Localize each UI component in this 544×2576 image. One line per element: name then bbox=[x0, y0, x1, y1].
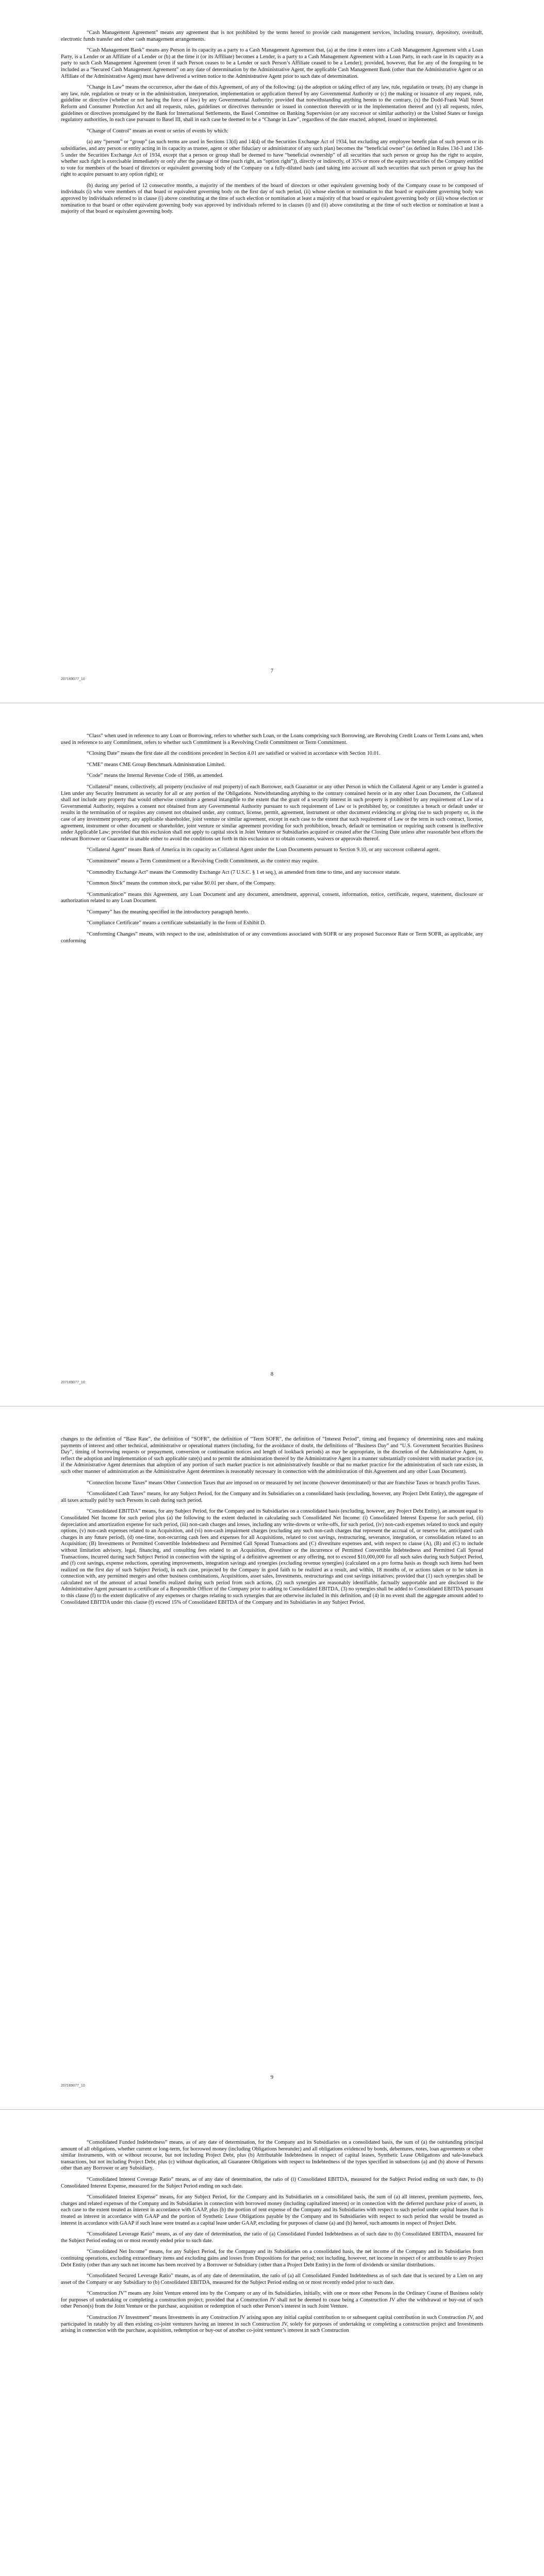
definition-paragraph: “Closing Date” means the first date all the conditions precedent in Section 4.01 are satisfied or waived in accordance with Section 10.01. bbox=[87, 751, 381, 757]
document-page bbox=[0, 703, 544, 1406]
definition-paragraph: “Construction JV Investment” means Investments in any Construction JV arising upon any initial capital contribution to or subsequent capital contribution in such Construction JV, and participated in ratably by all then existing co-joint venturers having an interest in such Construction JV, solely for purposes of undertaking or completing a construction project and Investments arising in connection with the purchase, acquisition, redemption or buy-out of another co-joint venturer’s interest in such Construction bbox=[61, 2315, 483, 2334]
definition-paragraph: “Compliance Certificate” means a certificate substantially in the form of Exhibit D. bbox=[87, 920, 266, 926]
definition-paragraph: “Construction JV” means any Joint Venture entered into by the Company or any of its Subsidiaries, initially, with one or more other Persons in the Ordinary Course of Business solely for purposes of undertaking or completing a construction project; provided that a Construction JV shall not be deemed to cease being a Construction JV after the withdrawal or buy-out of such other Person(s) from the Joint Venture or the purchase, acquisition or redemption of such other Person’s interest in such Joint Venture. bbox=[61, 2291, 483, 2310]
clause-paragraph: (a) any “person” or “group” (as such terms are used in Sections 13(d) and 14(d) of the Securities Exchange Act of 1934, but excluding any employee benefit plan of such person or its subsidiaries, and any person or entity acting in its capacity as trustee, agent or other fiduciary or administrator of any such plan) becomes the “beneficial owner” (as defined in Rules 13d-3 and 13d-5 under the Securities Exchange Act of 1934, except that a person or group shall be deemed to have “beneficial ownership” of all securities that such person or group has the right to acquire, whether such right is exercisable immediately or only after the passage of time (such right, an “option right”)), directly or indirectly, of 35% or more of the equity securities of the Company entitled to vote for members of the board of directors or equivalent governing body of the Company on a fully-diluted basis (and taking into account all such securities that such person or group has the right to acquire pursuant to any option right); or bbox=[61, 139, 483, 178]
document-id: 207169077_10 bbox=[61, 2084, 85, 2088]
definition-paragraph: “Conforming Changes” means, with respect to the use, administration of or any conventions associated with SOFR or any proposed Successor Rate or Term SOFR, as applicable, any conforming bbox=[61, 931, 483, 944]
clause-paragraph: (b) during any period of 12 consecutive months, a majority of the members of the board of directors or other equivalent governing body of the Company cease to be composed of individuals (i) who were members of that board or equivalent governing body on the first day of such period, (ii) whose election or nomination to that board or equivalent governing body was approved by individuals referred to in clause (i) above constituting at the time of such election or nomination at least a majority of that board or equivalent governing body or (iii) whose election or nomination to that board or other equivalent governing body was approved by individuals referred to in clauses (i) and (ii) above constituting at the time of such election or nomination at least a majority of that board or equivalent governing body. bbox=[61, 182, 483, 215]
definition-paragraph: “Cash Management Bank” means any Person in its capacity as a party to a Cash Management Agreement that, (a) at the time it enters into a Cash Management Agreement with a Loan Party, is a Lender or an Affiliate of a Lender or (b) at the time it (or its Affiliate) becomes a Lender, is a party to a Cash Management Agreement with a Loan Party, in each case in its capacity as a party to such Cash Management Agreement (even if such Person ceases to be a Lender or such Person’s Affiliate ceased to be a Lender); provided, however, that for any of the foregoing to be included as a “Secured Cash Management Agreement” on any date of determination by the Administrative Agent, the applicable Cash Management Bank (other than the Administrative Agent or an Affiliate of the Administrative Agent) must have delivered a written notice to the Administrative Agent prior to such date of determination. bbox=[61, 47, 483, 79]
definition-paragraph: “Company” has the meaning specified in the introductory paragraph hereto. bbox=[87, 909, 250, 915]
definition-paragraph: “Change of Control” means an event or series of events by which: bbox=[87, 128, 228, 134]
definition-paragraph: “Consolidated Funded Indebtedness” means, as of any date of determination, for the Company and its Subsidiaries on a consolidated basis, the sum of (a) the outstanding principal amount of all obligations, whether current or long-term, for borrowed money (including Obligations hereunder) and all obligations evidenced by bonds, debentures, notes, loan agreements or other similar instruments, with or without recourse, but not including Project Debt, plus (b) Attributable Indebtedness in respect of capital leases, Synthetic Lease Obligations and sale-leaseback transactions, but not including Project Debt, plus (c) without duplication, all Guarantee Obligations with respect to Indebtedness of the types specified in subsections (a) and (b) above of Persons other than any Borrower or any Subsidiary. bbox=[61, 2140, 483, 2172]
definition-paragraph: “Consolidated EBITDA” means, for any Subject Period, for the Company and its Subsidiaries on a consolidated basis (excluding, however, any Project Debt Entity), an amount equal to Consolidated Net Income for such period plus (a) the following to the extent deducted in calculating such Consolidated Net Income: (i) Consolidated Interest Expense for such period, (ii) depreciation and amortization expense for such period, (iii) non-cash charges and losses, including any write-downs or write-offs, for such period, (iv) non-cash expenses related to stock and equity options, (v) non-cash expenses related to an Acquisition, and (vi) non-cash impairment charges (excluding any such non-cash charges that represent the accrual of, or reserve for, anticipated cash charges in any future period), (d) one-time, non-recurring cash fees and expenses for all Acquisitions, related to cost savings, restructuring, severance, integration, or consolidation related to an Acquisition; (B) Investments or Permitted Convertible Indebtedness and Permitted Call Spread Transactions and (C) divestiture expenses and, with respect to clause (A), (B) and (C) to include without limitation advisory, legal, financing, and consulting fees related to an Acquisition, divestiture or the incurrence of Permitted Convertible Indebtedness and Permitted Call Spread Transactions, incurred during such Subject Period in connection with the signing of a definitive agreement or any offering, not to exceed $10,000,000 for all such sales during such Subject Period, and (f) cost savings, expense reductions, operating improvements, integration savings and synergies (excluding revenue synergies) (calculated on a pro forma basis as though such items had been realized on the first day of such Subject Period), in each case, projected by the Company in good faith to be realized as a result, and within, 18 months of, or actions taken or to be taken in connection with, any permitted mergers and other business combinations, Acquisitions, asset sales, Investments, restructurings and cost savings initiatives; provided that (1) such synergies shall be calculated net of the amount of actual benefits realized during such period from such actions, (2) such synergies are reasonably identifiable, factually supportable and are disclosed to the Administrative Agent pursuant to a certificate of a Responsible Officer of the Company prior to adding to Consolidated EBITDA, (3) no synergies shall be added to Consolidated EBITDA pursuant to this clause (f) to the extent duplicative of any expenses or charges relating to such synergies that are otherwise included in this definition, and (4) in no event shall the aggregate amount added to Consolidated EBITDA under this clause (f) exceed 15% of Consolidated EBITDA of the Company and its Subsidiaries in any Subject Period. bbox=[61, 1509, 483, 1605]
page-number: 7 bbox=[270, 668, 274, 674]
definition-paragraph: “Commitment” means a Term Commitment or a Revolving Credit Commitment, as the context may require. bbox=[87, 858, 319, 864]
definition-paragraph: “Communication” means this Agreement, any Loan Document and any document, amendment, approval, consent, information, notice, certificate, request, statement, disclosure or authorization related to any Loan Document. bbox=[61, 891, 483, 904]
definition-paragraph: “Collateral” means, collectively, all property (exclusive of real property) of each Borrower, each Guarantor or any other Person in which the Collateral Agent or any Lender is granted a Lien under any Security Instrument as security for all or any portion of the Obligations. Notwithstanding anything to the contrary contained herein or in any other Loan Document, the Collateral shall not include any property that would otherwise constitute a general intangible to the extent that the grant of a security interest in such property is prohibited by any requirement of Law of a Governmental Authority, requires a consent not obtained from any Governmental Authority pursuant to such requirement of Law or is prohibited by, or constitutes a breach or default under or results in the termination of or requires any consent not obtained under, any contract, license, permit, agreement, instrument or other document evidencing or giving rise to such property or, in the case of any investment property, any applicable shareholder, joint venture or similar agreement, except in each case to the extent that such requirement of Law or the term in such contract, license, agreement, instrument or other document or shareholder, joint venture or similar agreement providing for such prohibition, breach, default or termination or requiring such consent is ineffective under Applicable Law; provided that this exclusion shall not apply to capital stock in Joint Ventures or Subsidiaries acquired or created after the Closing Date unless after reasonable best efforts the relevant Borrower or Guarantor is unable either to avoid the conditions set forth in this exclusion or to obtain consents, waivers or approvals thereof. bbox=[61, 784, 483, 842]
document-page bbox=[0, 2110, 544, 2576]
definition-paragraph: “Consolidated Interest Expense” means, for any Subject Period, for the Company and its Subsidiaries on a consolidated basis, the sum of (a) all interest, premium payments, fees, charges and related expenses of the Company and its Subsidiaries in connection with borrowed money (including capitalized interest) or in connection with the deferred purchase price of assets, in each case to the extent treated as interest in accordance with GAAP, plus (b) the portion of rent expense of the Company and its Subsidiaries with respect to such period under capital leases that is treated as interest in accordance with GAAP and the portion of Synthetic Lease Obligations payable by the Company and its Subsidiaries with respect to such period that would be treated as interest in accordance with GAAP if such lease were treated as a capital lease under GAAP, excluding for purposes of clause (a) and (b) hereof, such amounts in respect of Project Debt. bbox=[61, 2194, 483, 2226]
definition-paragraph: “Connection Income Taxes” means Other Connection Taxes that are imposed on or measured by net income (however denominated) or that are franchise Taxes or branch profits Taxes. bbox=[87, 1480, 481, 1486]
definition-paragraph: “Consolidated Secured Leverage Ratio” means, as of any date of determination, the ratio of (a) all Consolidated Funded Indebtedness as of such date that is secured by a Lien on any asset of the Company or any Subsidiary to (b) Consolidated EBITDA, measured for the Subject Period ending on or most recently ended prior to such date. bbox=[61, 2273, 483, 2285]
definition-paragraph: “Class” when used in reference to any Loan or Borrowing, refers to whether such Loan, or the Loans comprising such Borrowing, are Revolving Credit Loans or Term Loans and, when used in reference to any Commitment, refers to whether such Commitment is a Revolving Credit Commitment or Term Commitment. bbox=[61, 733, 483, 745]
definition-paragraph: “Cash Management Agreement” means any agreement that is not prohibited by the terms hereof to provide cash management services, including treasury, depository, overdraft, electronic funds transfer and other cash management arrangements. bbox=[61, 30, 483, 42]
document-id: 207169077_10 bbox=[61, 677, 85, 681]
document-id: 207169077_10 bbox=[61, 1381, 85, 1384]
definition-paragraph: “CME” means CME Group Benchmark Administration Limited. bbox=[87, 761, 225, 768]
definition-paragraph: “Consolidated Net Income” means, for any Subject Period, for the Company and its Subsidiaries on a consolidated basis, the net income of the Company and its Subsidiaries from continuing operations, excluding extraordinary items and excluding gains and losses from Dispositions for that period; not including, however, net income in respect of or attributable to any Project Debt Entity (other than any such net income has been received by a Borrower or Subsidiary (other than a Project Debt Entity) in the form of dividends or similar distributions. bbox=[61, 2249, 483, 2268]
definition-paragraph: “Consolidated Cash Taxes” means, for any Subject Period, for the Company and its Subsidiaries on a consolidated basis (excluding, however, any Project Debt Entity), the aggregate of all taxes actually paid by such Persons in cash during such period. bbox=[61, 1491, 483, 1503]
definition-paragraph: “Consolidated Leverage Ratio” means, as of any date of determination, the ratio of (a) Consolidated Funded Indebtedness as of such date to (b) Consolidated EBITDA, measured for the Subject Period ending on or most recently ended prior to such date. bbox=[61, 2231, 483, 2244]
continued-paragraph: changes to the definition of “Base Rate”, the definition of “SOFR”, the definition of “Term SOFR”, the definition of “Interest Period”, timing and frequency of determining rates and making payments of interest and other technical, administrative or operational matters (including, for the avoidance of doubt, the definitions of “Business Day” and “U.S. Government Securities Business Day”, timing of borrowing requests or prepayment, conversion or continuation notices and length of lookback periods) as may be appropriate, in the discretion of the Administrative Agent, to reflect the adoption and implementation of such applicable rate(s) and to permit the administration thereof by the Administrative Agent in a manner substantially consistent with market practice (or, if the Administrative Agent determines that adoption of any portion of such market practice is not administratively feasible or that no market practice for the administration of such rate exists, in such other manner of administration as the Administrative Agent determines is reasonably necessary in connection with the administration of this Agreement and any other Loan Document). bbox=[61, 1436, 483, 1475]
definition-paragraph: “Common Stock” means the common stock, par value $0.01 per share, of the Company. bbox=[87, 880, 276, 887]
definition-paragraph: “Code” means the Internal Revenue Code of 1986, as amended. bbox=[87, 773, 224, 779]
page-number: 8 bbox=[270, 1371, 274, 1377]
definition-paragraph: “Change in Law” means the occurrence, after the date of this Agreement, of any of the following: (a) the adoption or taking effect of any law, rule, regulation or treaty, (b) any change in any law, rule, regulation or treaty or in the administration, interpretation, implementation or application thereof by any Governmental Authority or (c) the making or issuance of any request, rule, guideline or directive (whether or not having the force of law) by any Governmental Authority; provided that notwithstanding anything herein to the contrary, (x) the Dodd-Frank Wall Street Reform and Consumer Protection Act and all requests, rules, guidelines or directives thereunder or issued in connection therewith or in the implementation thereof and (y) all requests, rules, guidelines or directives promulgated by the Bank for International Settlements, the Basel Committee on Banking Supervision (or any successor or similar authority) or the United States or foreign regulatory authorities, in each case pursuant to Basel III, shall in each case be deemed to be a “Change in Law”, regardless of the date enacted, adopted, issued or implemented. bbox=[61, 84, 483, 123]
definition-paragraph: “Commodity Exchange Act” means the Commodity Exchange Act (7 U.S.C. § 1 et seq.), as amended from time to time, and any successor statute. bbox=[87, 869, 401, 875]
page-number: 9 bbox=[270, 2075, 274, 2080]
definition-paragraph: “Collateral Agent” means Bank of America in its capacity as Collateral Agent under the Loan Documents pursuant to Section 9.10, or any successor collateral agent. bbox=[87, 847, 440, 853]
document-page bbox=[0, 0, 544, 703]
document-page bbox=[0, 1406, 544, 2110]
definition-paragraph: “Consolidated Interest Coverage Ratio” means, as of any date of determination, the ratio of (i) Consolidated EBITDA, measured for the Subject Period ending on such date, to (b) Consolidated Interest Expense, measured for the Subject Period ending on such date. bbox=[61, 2176, 483, 2189]
